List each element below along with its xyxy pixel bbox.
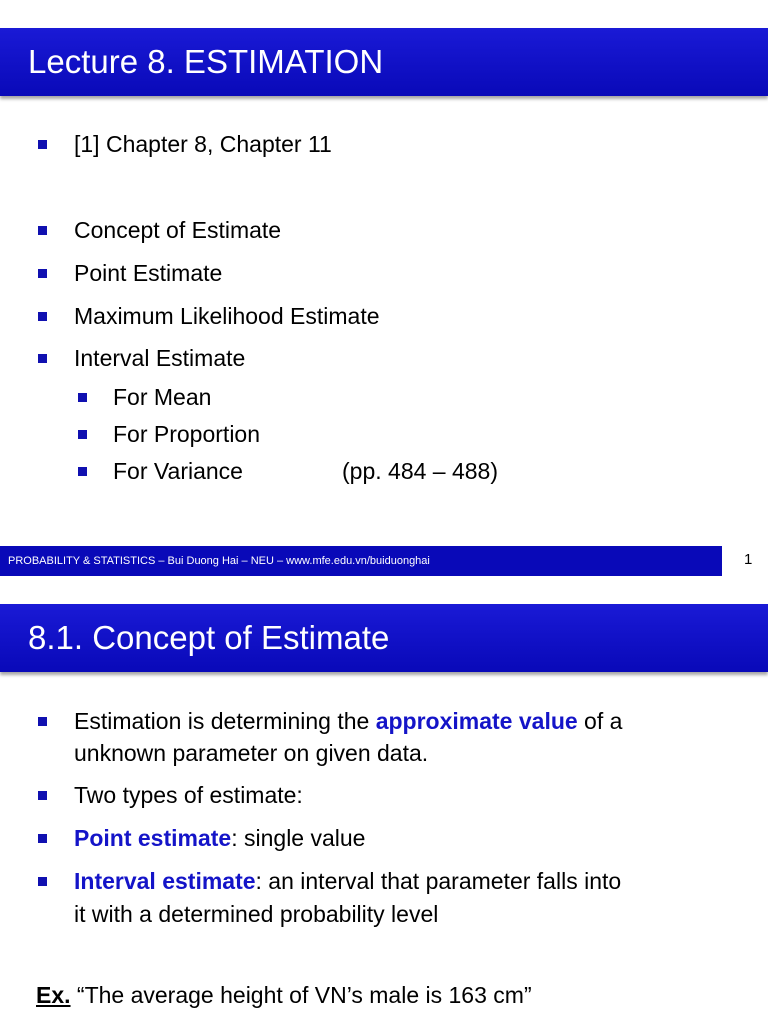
square-bullet-icon [38, 269, 47, 278]
list-item [74, 214, 281, 246]
example-label: Ex. [36, 982, 71, 1008]
list-item [74, 257, 222, 289]
square-bullet-icon [38, 226, 47, 235]
list-item [74, 779, 303, 811]
list-item-text: of a [577, 708, 623, 734]
slide-title-bar [0, 604, 768, 672]
example-text: “The average height of VN’s male is 163 cm” [70, 982, 532, 1008]
footer-text: PROBABILITY & STATISTICS – Bui Duong Hai – NEU – www.mfe.edu.vn/buiduonghai [8, 555, 430, 567]
square-bullet-icon [78, 467, 87, 476]
example-line [36, 982, 532, 1009]
list-item [74, 342, 245, 374]
list-item-text: Maximum Likelihood Estimate [74, 303, 380, 329]
highlight-text: approximate value [375, 708, 578, 734]
list-item-text: it with a determined probability level [74, 901, 439, 927]
list-item-text: For Variance [113, 458, 243, 484]
sub-list-item [113, 455, 243, 487]
square-bullet-icon [38, 354, 47, 363]
highlight-text: Interval estimate [74, 868, 256, 894]
list-item-text: unknown parameter on given data. [74, 740, 429, 766]
slide-title: Lecture 8. ESTIMATION [28, 43, 384, 80]
slide-title: 8.1. Concept of Estimate [28, 619, 390, 656]
sub-list-item [113, 381, 211, 413]
list-item-text: Interval Estimate [74, 345, 246, 371]
list-item-continuation [74, 898, 438, 930]
square-bullet-icon [38, 791, 47, 800]
square-bullet-icon [38, 140, 47, 149]
list-item [74, 822, 365, 854]
list-item [74, 300, 380, 332]
square-bullet-icon [38, 312, 47, 321]
footer-bar [0, 546, 722, 576]
page-number: 1 [744, 551, 753, 568]
square-bullet-icon [78, 430, 87, 439]
list-item [74, 128, 332, 160]
slide-2 [0, 590, 768, 1024]
sub-list-item [113, 418, 260, 450]
highlight-text: Point estimate [74, 825, 232, 851]
list-item-text: : single value [231, 825, 366, 851]
square-bullet-icon [38, 717, 47, 726]
slide-title-bar [0, 28, 768, 96]
square-bullet-icon [38, 834, 47, 843]
list-item [74, 705, 622, 737]
list-item [74, 865, 621, 897]
list-item-text: Concept of Estimate [74, 217, 282, 243]
list-item-text: [1] Chapter 8, Chapter 11 [74, 131, 332, 157]
list-item-text: Estimation is determining the [74, 708, 376, 734]
list-item-continuation [74, 737, 428, 769]
page-reference: (pp. 484 – 488) [342, 458, 499, 484]
square-bullet-icon [78, 393, 87, 402]
square-bullet-icon [38, 877, 47, 886]
list-item-text: For Mean [113, 384, 212, 410]
list-item-text: Point Estimate [74, 260, 223, 286]
list-item-text: : an interval that parameter falls into [255, 868, 622, 894]
list-item-text: For Proportion [113, 421, 261, 447]
list-item-text: Two types of estimate: [74, 782, 303, 808]
